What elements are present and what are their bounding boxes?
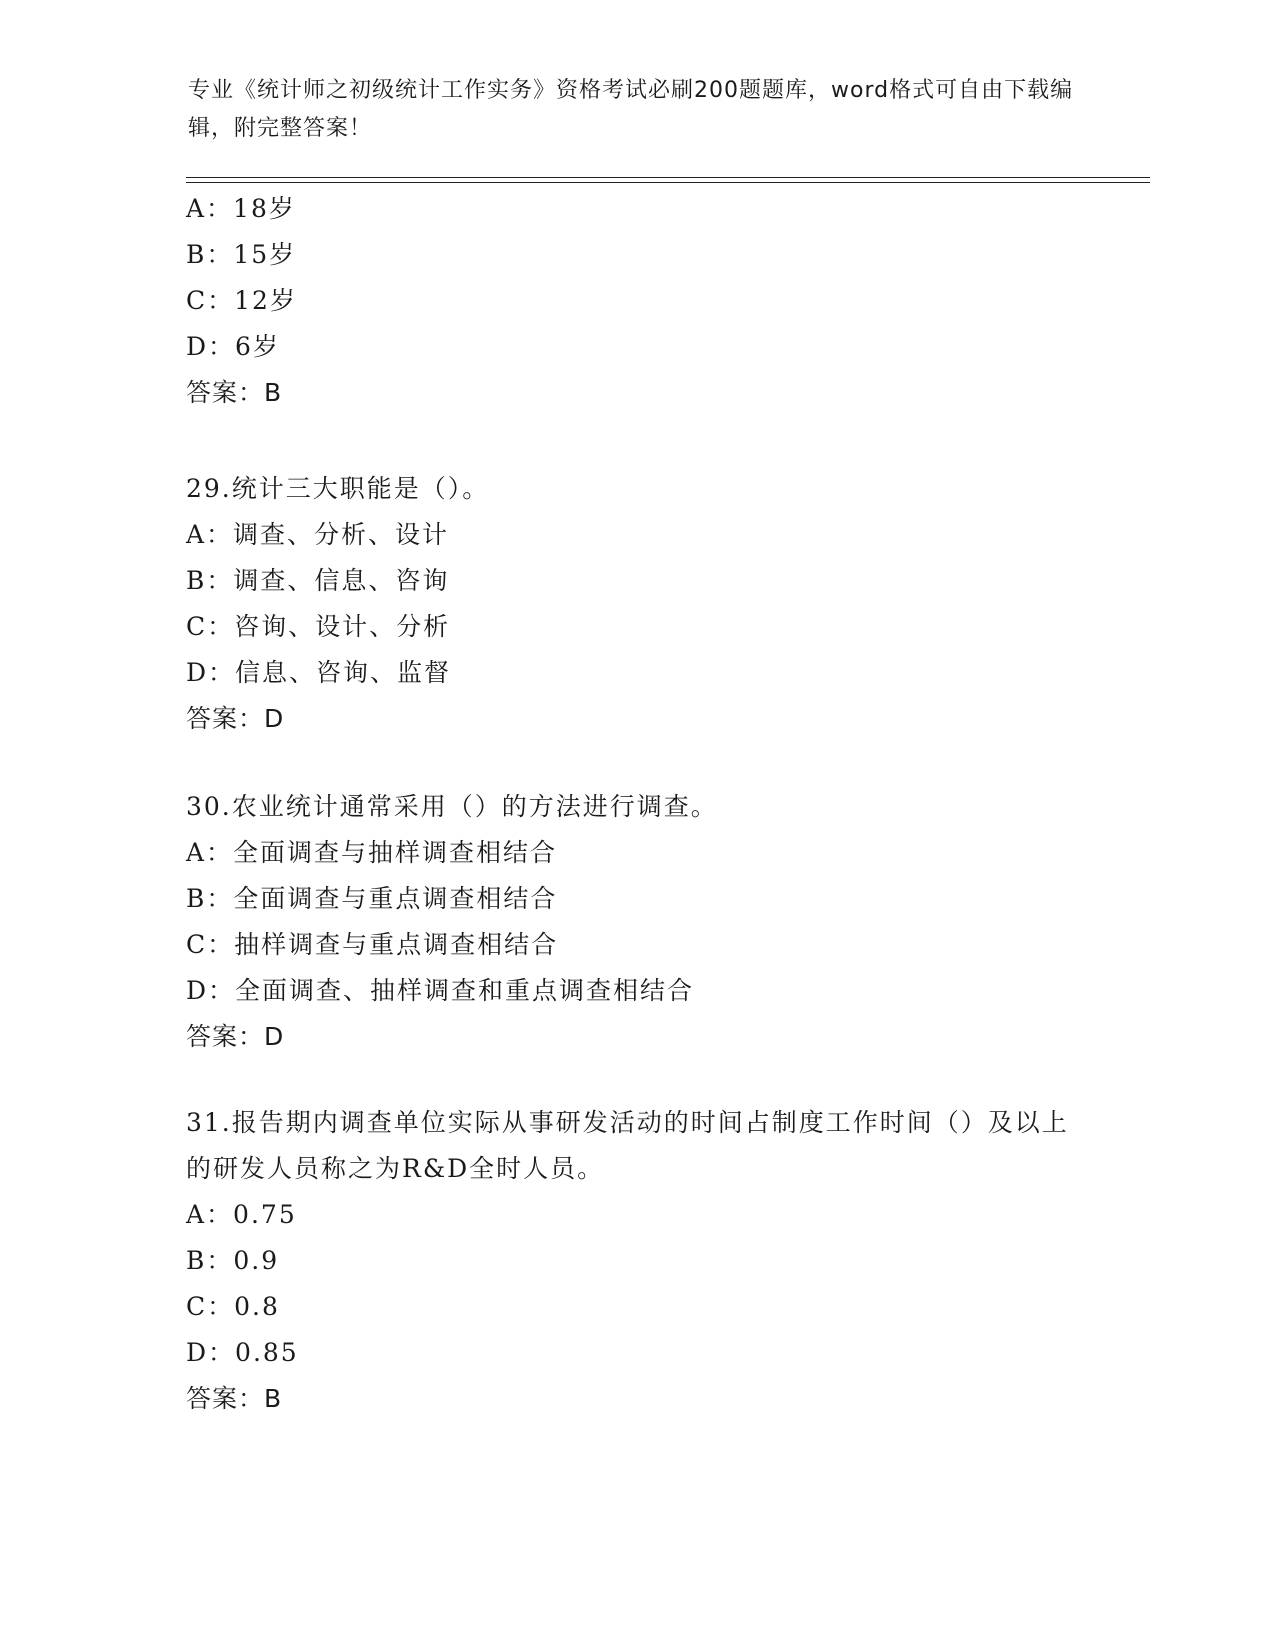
option-c: C：12岁 bbox=[186, 286, 297, 315]
answer: 答案：D bbox=[186, 1022, 285, 1051]
option-c: C：抽样调查与重点调查相结合 bbox=[186, 930, 559, 959]
option-b: B：0.9 bbox=[186, 1246, 280, 1275]
document-header: 专业《统计师之初级统计工作实务》资格考试必刷200题题库，word格式可自由下载编辑，附完整答案！ bbox=[188, 78, 1074, 141]
option-c: C：0.8 bbox=[186, 1292, 280, 1321]
option-b: B：全面调查与重点调查相结合 bbox=[186, 884, 558, 913]
option-a: A：0.75 bbox=[186, 1200, 297, 1229]
option-a: A：调查、分析、设计 bbox=[186, 520, 450, 549]
option-b: B：调查、信息、咨询 bbox=[186, 566, 450, 595]
question-30 bbox=[186, 784, 718, 1060]
header-divider-bottom bbox=[186, 182, 1150, 183]
option-b: B：15岁 bbox=[186, 240, 297, 269]
option-a: A：全面调查与抽样调查相结合 bbox=[186, 838, 558, 867]
question-stem: 29.统计三大职能是（）。 bbox=[186, 474, 490, 503]
option-c: C：咨询、设计、分析 bbox=[186, 612, 451, 641]
option-d: D：信息、咨询、监督 bbox=[186, 658, 452, 687]
option-d: D：6岁 bbox=[186, 332, 280, 361]
answer: 答案：B bbox=[186, 1384, 283, 1413]
answer: 答案：D bbox=[186, 704, 285, 733]
option-d: D：0.85 bbox=[186, 1338, 299, 1367]
header-divider-top bbox=[186, 177, 1150, 178]
option-a: A：18岁 bbox=[186, 194, 296, 223]
question-31 bbox=[186, 1100, 1076, 1422]
answer: 答案：B bbox=[186, 378, 283, 407]
question-28 bbox=[186, 186, 297, 416]
question-stem: 30.农业统计通常采用（）的方法进行调查。 bbox=[186, 792, 718, 821]
option-d: D：全面调查、抽样调查和重点调查相结合 bbox=[186, 976, 695, 1005]
question-29 bbox=[186, 466, 489, 742]
question-stem: 31.报告期内调查单位实际从事研发活动的时间占制度工作时间（）及以上的研发人员称之为R&D全时人员。 bbox=[186, 1108, 1069, 1183]
